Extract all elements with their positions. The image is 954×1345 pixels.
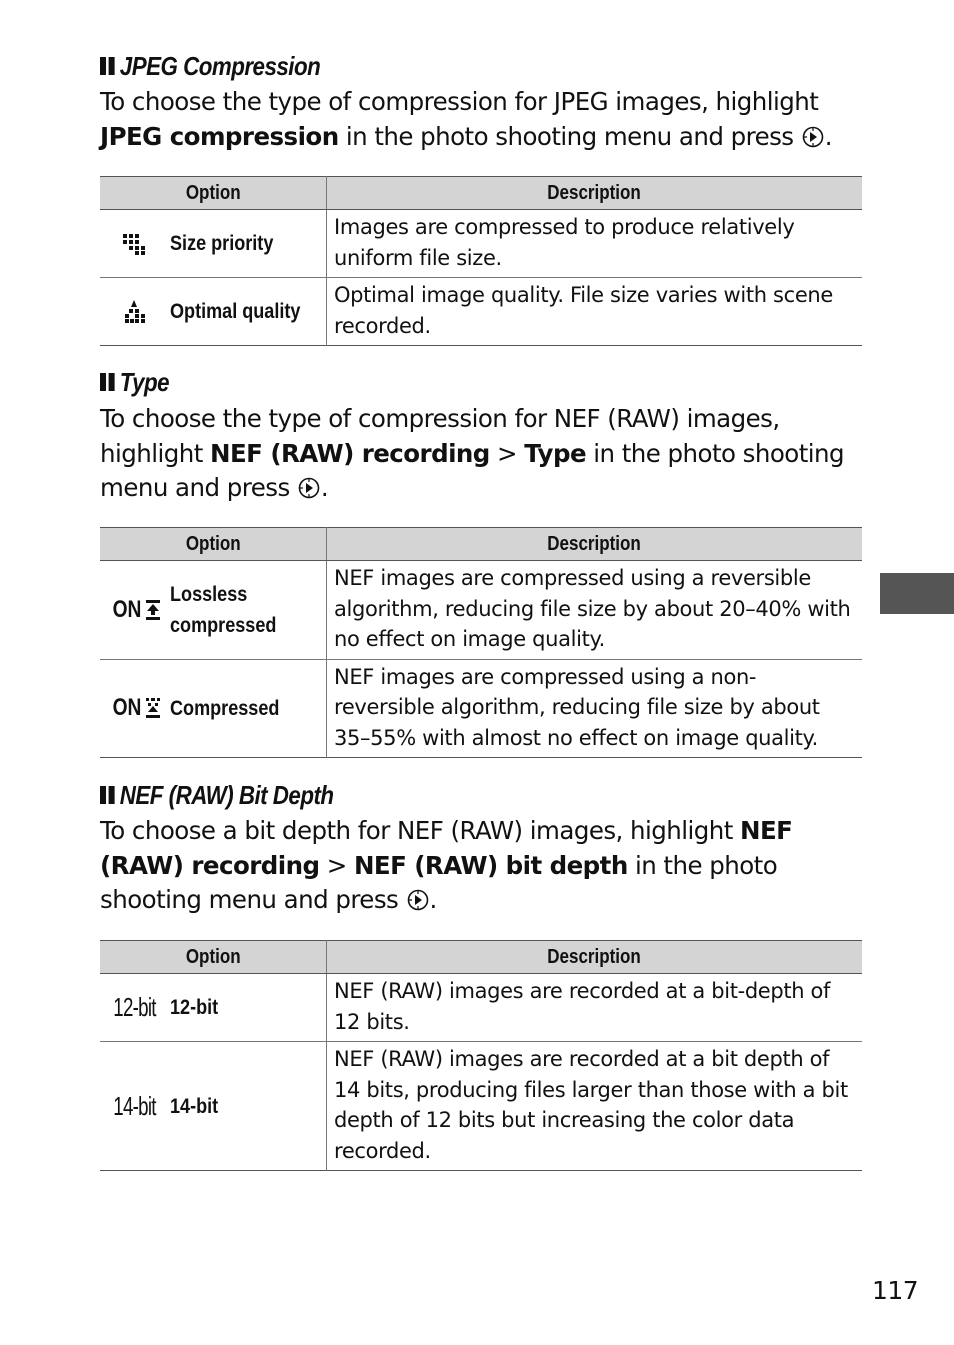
option-cell: [100, 659, 327, 758]
description-cell: NEF (RAW) images are recorded at a bit depth of 14 bits, producing files larger than those with a bit depth of 12 bits but increasing the color data recorded.: [334, 1047, 848, 1163]
para-bold: NEF (RAW) recording: [210, 438, 490, 468]
para-bold: JPEG compression: [100, 121, 339, 151]
section-paragraph: [100, 402, 862, 506]
type-table: [100, 527, 862, 758]
heading-text: JPEG Compression: [119, 50, 321, 81]
para-text: To choose the type of compression for NEF (RAW) images, highlight: [100, 404, 780, 468]
para-text: .: [824, 121, 833, 151]
para-text: in the photo shooting menu and press: [338, 121, 801, 151]
description-cell: Optimal image quality. File size varies with scene recorded.: [334, 283, 833, 338]
description-header: Description: [327, 528, 863, 561]
option-label: Size priority: [170, 232, 274, 255]
option-header: Option: [100, 528, 327, 561]
multi-selector-right-icon: [298, 477, 320, 499]
multi-selector-right-icon: [407, 889, 429, 911]
section-paragraph: [100, 814, 862, 918]
heading-marker-icon: [100, 373, 115, 391]
heading-text: Type: [119, 366, 170, 397]
option-header: Option: [100, 177, 327, 210]
table-header-row: [100, 941, 862, 974]
bit-depth-section: [100, 779, 862, 918]
option-label: Lossless compressed: [170, 582, 277, 637]
section-heading: [100, 50, 755, 82]
description-cell: Images are compressed to produce relatively uniform file size.: [327, 210, 863, 278]
table-row: [100, 1042, 862, 1171]
para-bold: NEF (RAW) recording: [100, 816, 793, 880]
optimal-quality-icon: [100, 299, 170, 325]
option-label: Compressed: [170, 696, 280, 720]
section-heading: [100, 779, 755, 811]
option-label: Optimal quality: [170, 300, 301, 323]
option-cell: [100, 561, 327, 660]
size-priority-icon: [100, 232, 170, 256]
compressed-icon: ON: [100, 694, 170, 722]
table-header-row: [100, 528, 862, 561]
para-bold: Type: [524, 438, 587, 468]
multi-selector-right-icon: [802, 126, 824, 148]
bit-depth-table: [100, 940, 862, 1171]
table-row: [100, 561, 862, 660]
heading-text: NEF (RAW) Bit Depth: [119, 779, 334, 810]
para-text: in the photo shooting menu and press: [100, 850, 778, 914]
option-cell: [100, 210, 327, 278]
para-text: >: [489, 438, 525, 468]
para-bold: NEF (RAW) bit depth: [353, 850, 628, 880]
para-text: To choose a bit depth for NEF (RAW) images, highlight: [100, 816, 741, 845]
chapter-side-tab: [880, 573, 954, 614]
para-text: To choose the type of compression for JPEG images, highlight: [100, 87, 819, 116]
description-header: Description: [327, 941, 863, 974]
description-cell: NEF (RAW) images are recorded at a bit-depth of 12 bits.: [327, 974, 863, 1042]
table-row: [100, 278, 862, 346]
option-header: Option: [100, 941, 327, 974]
section-paragraph: [100, 85, 862, 154]
option-cell: [100, 974, 327, 1042]
option-label: 12-bit: [170, 996, 219, 1019]
description-cell: NEF images are compressed using a reversible algorithm, reducing file size by about 20–40% with no effect on image quality.: [327, 561, 863, 660]
description-header: Description: [327, 177, 863, 210]
para-text: .: [429, 885, 437, 914]
section-heading: [100, 366, 755, 398]
table-row: [100, 659, 862, 758]
page-number: 117: [872, 1276, 919, 1305]
12-bit-icon: 12-bit: [113, 992, 157, 1022]
option-cell: [100, 1042, 327, 1171]
type-section: [100, 366, 862, 506]
table-header-row: [100, 177, 862, 210]
para-text: .: [320, 473, 329, 502]
table-row: [100, 210, 862, 278]
para-text: in the photo shooting menu and press: [100, 438, 845, 502]
14-bit-icon: 14-bit: [113, 1090, 157, 1121]
option-label: 14-bit: [170, 1094, 219, 1118]
heading-marker-icon: [100, 786, 115, 804]
para-text: >: [319, 850, 354, 880]
jpeg-compression-section: [100, 50, 862, 154]
jpeg-compression-table: [100, 176, 862, 346]
lossless-compressed-icon: ON: [100, 596, 170, 624]
option-cell: [100, 278, 327, 346]
heading-marker-icon: [100, 57, 115, 75]
description-cell: NEF images are compressed using a non-reversible algorithm, reducing file size by about 35–55% with almost no effect on image quality.: [334, 664, 820, 750]
table-row: [100, 974, 862, 1042]
